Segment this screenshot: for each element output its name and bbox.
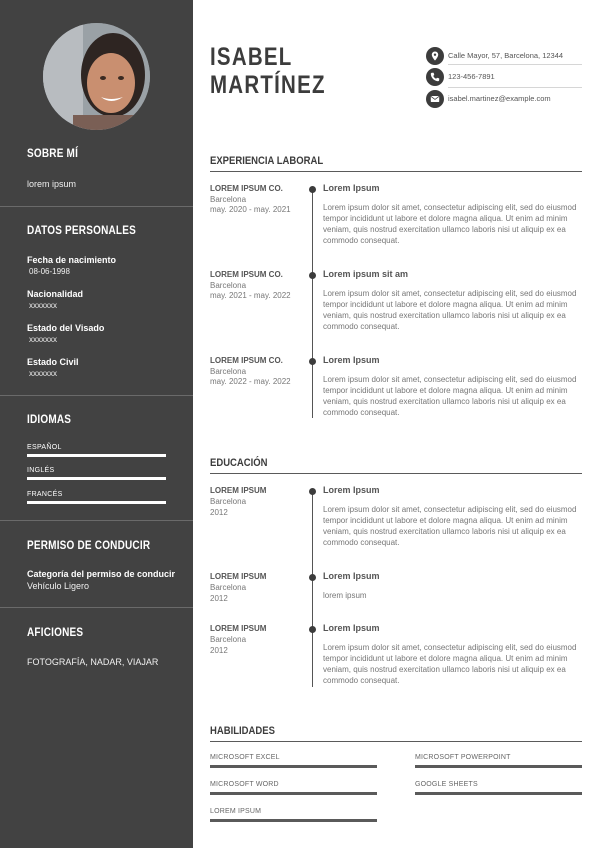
education-heading: EDUCACIÓN [210,457,268,470]
experience-description: Lorem ipsum dolor sit amet, consectetur adipiscing elit, sed do eiusmod tempor incididunt ut labore et dolore magna aliqua. Ut enim ad minim veniam, quis nostrud exercitation ullamco laboris nisi ut aliquip ex ea commodo consequat. [323,375,577,417]
contact-divider [448,87,582,88]
contact-divider [448,64,582,65]
avatar [43,23,150,130]
nationality-value: xxxxxxx [29,301,57,310]
experience-description: Lorem ipsum dolor sit amet, consectetur adipiscing elit, sed do eiusmod tempor incididunt ut labore et dolore magna aliqua. Ut enim ad minim veniam, quis nostrud exercitation ullamco laboris nisi ut aliquip ex ea commodo consequat. [323,203,577,245]
education-school: LOREM IPSUM [210,572,267,581]
education-title: Lorem Ipsum [323,571,380,581]
experience-dates: may. 2022 - may. 2022 [210,377,291,386]
timeline-dot [309,358,316,365]
experience-city: Barcelona [210,281,247,290]
skill-label: LOREM IPSUM [210,808,262,815]
hobbies-heading: AFICIONES [27,627,84,640]
experience-company: LOREM IPSUM CO. [210,356,283,365]
section-rule [210,171,582,172]
email-text: isabel.martinez@example.com [448,94,551,103]
about-text: lorem ipsum [27,179,77,189]
skills-heading: HABILIDADES [210,725,275,738]
sidebar-divider [0,520,193,521]
education-city: Barcelona [210,635,247,644]
education-title: Lorem Ipsum [323,623,380,633]
about-heading: SOBRE MÍ [27,148,79,161]
experience-title: Lorem Ipsum [323,183,380,193]
contact-phone [426,68,582,88]
timeline-dot [309,186,316,193]
skill-level-bar [210,765,377,768]
education-year: 2012 [210,508,228,517]
language-level-bar [27,501,166,504]
first-name: ISABEL [210,43,293,71]
section-rule [210,473,582,474]
experience-heading: EXPERIENCIA LABORAL [210,155,324,168]
experience-description: Lorem ipsum dolor sit amet, consectetur adipiscing elit, sed do eiusmod tempor incididunt ut labore et dolore magna aliqua. Ut enim ad minim veniam, quis nostrud exercitation ullamco laboris nisi ut aliquip ex ea commodo consequat. [323,289,577,331]
last-name: MARTÍNEZ [210,71,326,99]
education-description: lorem ipsum [323,591,367,600]
civil-status-value: xxxxxxx [29,369,57,378]
education-city: Barcelona [210,583,247,592]
sidebar [0,0,193,848]
birthdate-label: Fecha de nacimiento [27,255,117,265]
skill-level-bar [415,765,582,768]
profile-photo [43,23,150,130]
language-level-bar [27,477,166,480]
experience-title: Lorem Ipsum [323,355,380,365]
section-rule [210,741,582,742]
hobbies-text: FOTOGRAFÍA, NADAR, VIAJAR [27,657,159,667]
address-text: Calle Mayor, 57, Barcelona, 12344 [448,51,564,60]
education-city: Barcelona [210,497,247,506]
phone-icon [426,68,444,86]
education-year: 2012 [210,646,228,655]
language-label: FRANCÉS [27,491,63,498]
experience-dates: may. 2020 - may. 2021 [210,205,291,214]
license-label: Categoría del permiso de conducir [27,569,176,579]
timeline-dot [309,488,316,495]
personal-heading: DATOS PERSONALES [27,225,136,238]
visa-value: xxxxxxx [29,335,57,344]
skill-level-bar [415,792,582,795]
education-description: Lorem ipsum dolor sit amet, consectetur adipiscing elit, sed do eiusmod tempor incididunt ut labore et dolore magna aliqua. Ut enim ad minim veniam, quis nostrud exercitation ullamco laboris nisi ut aliquip ex ea commodo consequat. [323,505,577,547]
skill-label: MICROSOFT POWERPOINT [415,754,511,761]
contact-address [426,47,582,67]
experience-dates: may. 2021 - may. 2022 [210,291,291,300]
sidebar-divider [0,607,193,608]
timeline-dot [309,626,316,633]
sidebar-divider [0,206,193,207]
nationality-label: Nacionalidad [27,289,84,299]
license-value: Vehículo Ligero [27,581,90,591]
education-year: 2012 [210,594,228,603]
location-pin-icon [426,47,444,65]
experience-timeline [312,189,313,418]
education-title: Lorem Ipsum [323,485,380,495]
phone-text: 123-456-7891 [448,72,495,81]
experience-city: Barcelona [210,367,247,376]
language-level-bar [27,454,166,457]
skill-label: GOOGLE SHEETS [415,781,478,788]
experience-company: LOREM IPSUM CO. [210,270,283,279]
education-timeline [312,491,313,687]
license-heading: PERMISO DE CONDUCIR [27,540,151,553]
sidebar-divider [0,395,193,396]
experience-title: Lorem ipsum sit am [323,269,409,279]
education-school: LOREM IPSUM [210,486,267,495]
timeline-dot [309,272,316,279]
contact-email [426,90,582,110]
skill-level-bar [210,792,377,795]
experience-city: Barcelona [210,195,247,204]
experience-company: LOREM IPSUM CO. [210,184,283,193]
birthdate-value: 08-06-1998 [29,267,70,276]
education-school: LOREM IPSUM [210,624,267,633]
skill-level-bar [210,819,377,822]
skill-label: MICROSOFT EXCEL [210,754,280,761]
civil-status-label: Estado Civil [27,357,79,367]
language-label: INGLÉS [27,467,55,474]
education-description: Lorem ipsum dolor sit amet, consectetur adipiscing elit, sed do eiusmod tempor incididunt ut labore et dolore magna aliqua. Ut enim ad minim veniam, quis nostrud exercitation ullamco laboris nisi ut aliquip ex ea commodo consequat. [323,643,577,685]
visa-label: Estado del Visado [27,323,105,333]
skill-label: MICROSOFT WORD [210,781,279,788]
languages-heading: IDIOMAS [27,414,72,427]
envelope-icon [426,90,444,108]
timeline-dot [309,574,316,581]
language-label: ESPAÑOL [27,444,62,451]
